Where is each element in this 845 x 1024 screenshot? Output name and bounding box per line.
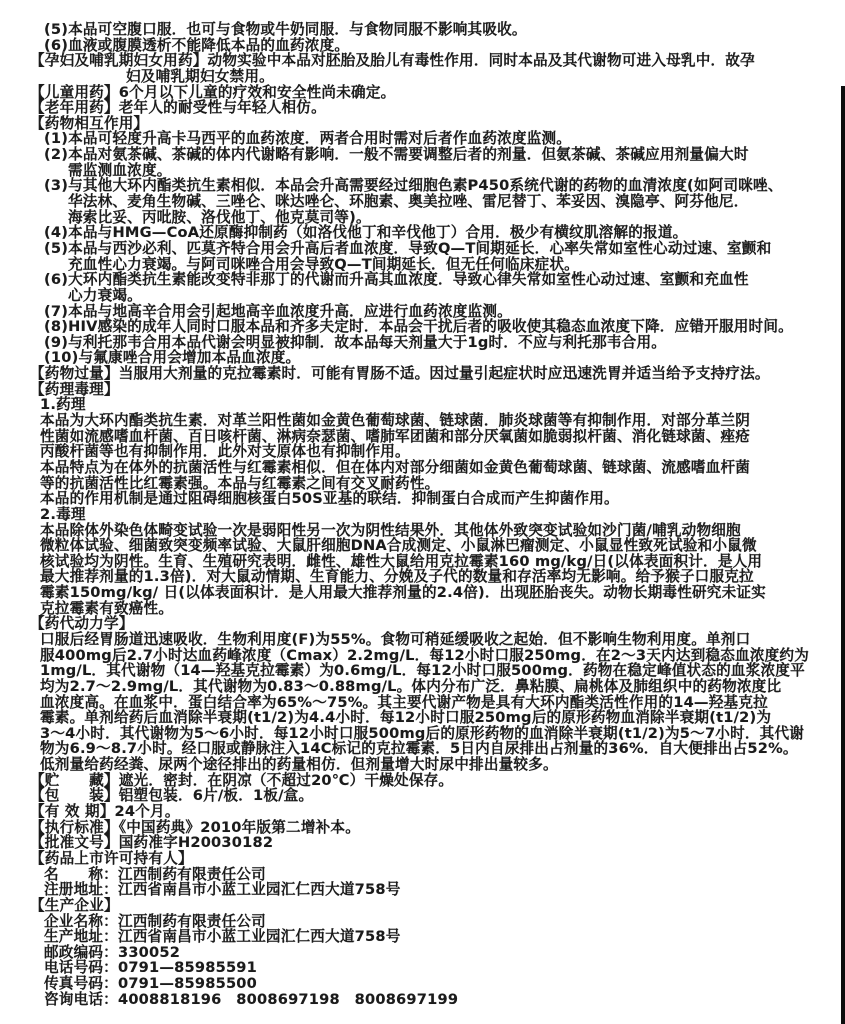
insert-text-block	[30, 22, 838, 1007]
info-line: 名 称：江西制药有限责任公司	[44, 865, 266, 883]
body-text-line: 2.毒理	[40, 505, 86, 523]
body-text-line: 服400mg后2.7小时达血药峰浓度（Cmax）2.2mg/L．每12小时口服250mg．在2～3天内达到稳态血浓度约为	[40, 646, 810, 664]
body-text-line: 核试验均为阴性。生育、生殖研究表明．雌性、雄性大鼠给用克拉霉素160 mg/kg/日(以体表面积计．是人用	[40, 552, 763, 570]
body-text-line: 微粒体试验、细菌致突变频率试验、大鼠肝细胞DNA合成测定、小鼠淋巴瘤测定、小鼠显性致死试验和小鼠微	[40, 537, 757, 555]
list-item-line: (5)本品与西沙必利、匹莫齐特合用会升高后者血浓度．导致Q—T间期延长．心率失常如室性心动过速、室颤和	[44, 239, 772, 257]
info-line: 生产地址：江西省南昌市小蓝工业园汇仁西大道758号	[44, 928, 401, 946]
body-text-line: 3～4小时．其代谢物为5～6小时．每12小时口服500mg后的原形药物的血消除半衰期(t1/2)为5～7小时．其代谢	[40, 724, 805, 742]
section-header-line: 【有 效 期】24个月。	[30, 803, 180, 821]
section-header-line: 【药物相互作用】	[30, 114, 149, 132]
info-line: 咨询电话：4008818196 8008697198 8008697199	[44, 990, 459, 1008]
list-item-line: (10)与氟康唑合用会增加本品血浓度。	[44, 349, 301, 367]
list-item-line: (6)血液或腹膜透析不能降低本品的血药浓度。	[44, 36, 350, 54]
list-item-line: (5)本品可空腹口服．也可与食物或牛奶同服．与食物同服不影响其吸收。	[44, 21, 527, 38]
section-header-line: 【儿童用药】6个月以下儿童的疗效和安全性尚未确定。	[30, 83, 396, 101]
info-line: 企业名称：江西制药有限责任公司	[44, 912, 266, 930]
body-text-line: 1mg/L．其代谢物（14—羟基克拉霉素）为0.6mg/L．每12小时口服500mg．药物在稳定峰值状态的血浆浓度平	[40, 662, 805, 680]
info-line: 注册地址：江西省南昌市小蓝工业园汇仁西大道758号	[44, 881, 401, 899]
section-header-line: 【孕妇及哺乳期妇女用药】动物实验中本品对胚胎及胎儿有毒性作用．同时本品及其代谢物可进入母乳中．故孕	[30, 52, 755, 70]
body-text-line: 最大推荐剂量的1.3倍)．对大鼠动情期、生育能力、分娩及子代的数量和存活率均无影响。给予猴子口服克拉	[40, 568, 754, 586]
body-text-line: 低剂量给药经粪、尿两个途径排出的药量相仿．但剂量增大时尿中排出量较多。	[40, 756, 558, 774]
section-header-line: 【批准文号】国药准字H20030182	[30, 834, 274, 852]
list-item-line: (8)HIV感染的成年人同时口服本品和齐多夫定时．本品会干扰后者的吸收使其稳态血浓度下降．应错开服用时间。	[44, 318, 793, 336]
info-line: 传真号码：0791—85985500	[44, 975, 258, 993]
info-line: 电话号码：0791—85985591	[44, 959, 258, 977]
list-item-continuation-line: 华法林、麦角生物碱、三唑仑、咪达唑仑、环胞素、奥美拉唑、雷尼替丁、苯妥因、溴隐亭、阿芬他尼．	[68, 193, 749, 211]
list-item-continuation-line: 需监测血浓度。	[68, 161, 172, 179]
body-text-line: 丙酸杆菌等也有抑制作用．此外对支原体也有抑制作用。	[40, 443, 410, 461]
list-item-line: (9)与利托那韦合用本品代谢会明显被抑制．故本品每天剂量大于1g时．不应与利托那韦合用。	[44, 333, 667, 351]
body-text-line: 霉素。单剂给药后血消除半衰期(t1/2)为4.4小时．每12小时口服250mg后的原形药物血消除半衰期(t1/2)为	[40, 709, 772, 727]
body-text-line: 霉素150mg/kg/ 日(以体表面积计．是人用最大推荐剂量的2.4倍)．出现胚胎丧失。动物长期毒性研究未证实	[40, 584, 766, 602]
section-header-line: 【药理毒理】	[30, 380, 119, 398]
section-header-line: 【老年用药】老年人的耐受性与年轻人相仿。	[30, 99, 326, 117]
list-item-line: (7)本品与地高辛合用会引起地高辛血浓度升高．应进行血药浓度监测。	[44, 302, 512, 320]
scan-edge-artifact	[841, 86, 845, 1024]
section-header-line: 【药物过量】当服用大剂量的克拉霉素时．可能有胃肠不适。因过量引起症状时应迅速洗胃并适当给予支持疗法。	[30, 365, 770, 383]
paragraph-continuation-line: 妇及哺乳期妇女禁用。	[126, 67, 274, 85]
body-text-line: 均为2.7～2.9mg/L．其代谢物为0.83～0.88mg/L。体内分布广泛．鼻粘膜、扁桃体及肺组织中的药物浓度比	[40, 677, 782, 695]
section-header-line: 【执行标准】《中国药典》2010年版第二增补本。	[30, 818, 360, 836]
body-text-line: 本品为大环内酯类抗生素．对革兰阳性菌如金黄色葡萄球菌、链球菌．肺炎球菌等有抑制作用．对部分革兰阴	[40, 412, 751, 430]
section-header-line: 【药品上市许可持有人】	[30, 849, 193, 867]
body-text-line: 克拉霉素有致癌性。	[40, 599, 174, 617]
section-header-line: 【生产企业】	[30, 896, 119, 914]
section-header-line: 【包 装】铝塑包装．6片/板．1板/盒。	[30, 787, 314, 805]
body-text-line: 口服后经胃肠道迅速吸收．生物利用度(F)为55%。食物可稍延缓吸收之起始．但不影响生物利用度。单剂口	[40, 630, 751, 648]
body-text-line: 本品除体外染色体畸变试验一次是弱阳性另一次为阴性结果外．其他体外致突变试验如沙门菌/哺乳动物细胞	[40, 521, 741, 539]
info-line: 邮政编码：330052	[44, 943, 181, 961]
body-text-line: 1.药理	[40, 396, 86, 414]
body-text-line: 本品特点为在体外的抗菌活性与红霉素相似．但在体内对部分细菌如金黄色葡萄球菌、链球菌、流感嗜血杆菌	[40, 458, 751, 476]
list-item-line: (6)大环内酯类抗生素能改变特非那丁的代谢而升高其血浓度．导致心律失常如室性心动过速、室颤和充血性	[44, 271, 749, 289]
list-item-line: (3)与其他大环内酯类抗生素相似．本品会升高需要经过细胞色素P450系统代谢的药物的血清浓度(如阿司咪唑、	[44, 177, 783, 195]
section-header-line: 【贮 藏】遮光．密封．在阴凉（不超过20℃）干燥处保存。	[30, 771, 454, 789]
list-item-line: (1)本品可轻度升高卡马西平的血药浓度．两者合用时需对后者作血药浓度监测。	[44, 130, 572, 148]
body-text-line: 本品的作用机制是通过阻碍细胞核蛋白50S亚基的联结．抑制蛋白合成而产生抑菌作用。	[40, 490, 619, 508]
list-item-line: (4)本品与HMG—CoA还原酶抑制药（如洛伐他丁和辛伐他丁）合用．极少有横纹肌溶解的报道。	[44, 224, 688, 242]
body-text-line: 血浓度高。在血浆中．蛋白结合率为65%～75%。其主要代谢产物是具有大环内酯类活性作用的14—羟基克拉	[40, 693, 768, 711]
body-text-line: 物为6.9～8.7小时。经口服或静脉注入14C标记的克拉霉素．5日内自尿排出占剂量的36%．自大便排出占52%。	[40, 740, 798, 758]
body-text-line: 等的抗菌活性比红霉素强。本品与红霉素之间有交叉耐药性。	[40, 474, 440, 492]
body-text-line: 性菌如流感嗜血杆菌、百日咳杆菌、淋病奈瑟菌、嗜肺军团菌和部分厌氧菌如脆弱拟杆菌、消化链球菌、痤疮	[40, 427, 751, 445]
list-item-continuation-line: 心力衰竭。	[68, 286, 142, 304]
section-header-line: 【药代动力学】	[30, 615, 134, 633]
list-item-continuation-line: 海索比妥、丙吡胺、洛伐他丁、他克莫司等)。	[68, 208, 371, 226]
list-item-continuation-line: 充血性心力衰竭。与阿司咪唑合用会导致Q—T间期延长．但无任何临床症状。	[68, 255, 579, 273]
list-item-line: (2)本品对氨茶碱、茶碱的体内代谢略有影响．一般不需要调整后者的剂量．但氨茶碱、茶碱应用剂量偏大时	[44, 146, 749, 164]
